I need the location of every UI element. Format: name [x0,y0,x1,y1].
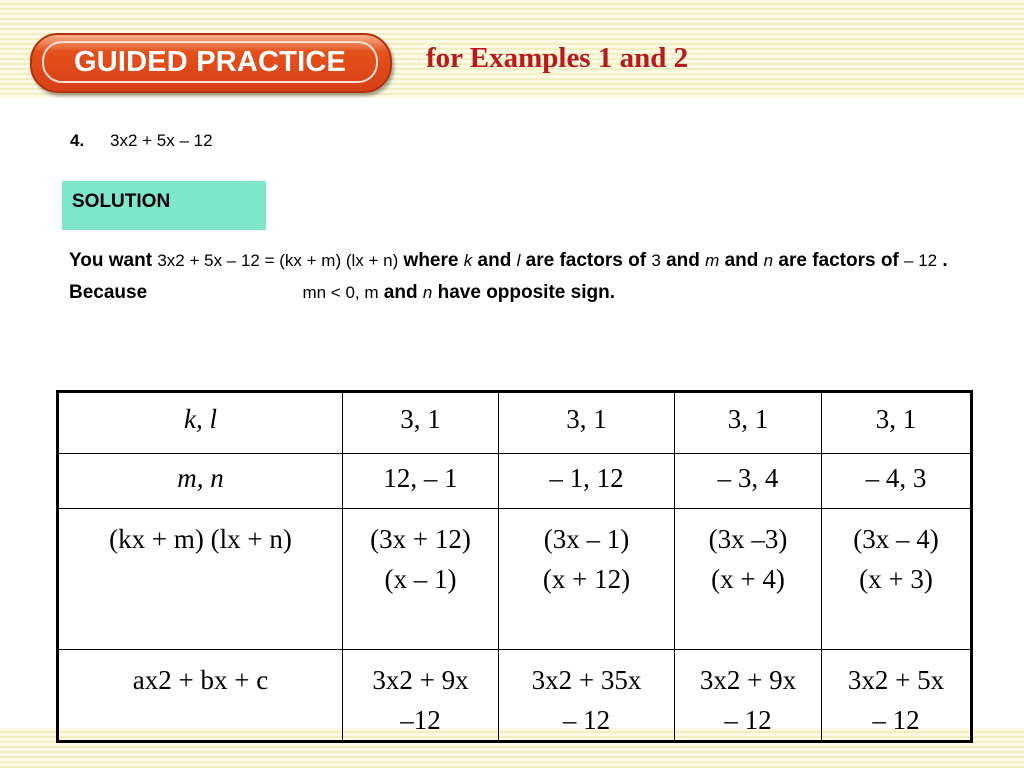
table-cell: 3, 1 [499,392,675,454]
para-condition: mn < 0, m [302,283,379,302]
cell-text: m, n [177,463,224,493]
para-var-k: k [463,251,473,270]
cell-line: 3x2 + 35x [531,665,642,695]
cell-line: 3x2 + 9x [699,665,797,695]
table-cell [58,454,343,509]
table-row [58,650,972,742]
table-cell [499,650,675,742]
table-cell [58,650,343,742]
para-text-5: and [666,250,700,271]
para-text-1: You want [69,250,153,271]
para-text-4: are factors of [525,250,647,271]
table-cell: 3, 1 [343,392,499,454]
table-cell: – 4, 3 [822,454,972,509]
para-number-3: 3 [651,251,661,270]
cell-text: k, l [184,404,217,434]
para-text-9: and [383,282,418,303]
para-text-7: are factors of [778,250,899,271]
para-number-neg12: – 12 [904,251,938,270]
solution-paragraph [69,245,949,309]
para-var-n2: n [422,283,433,302]
problem-number: 4. [70,131,85,150]
para-math-equation: 3x2 + 5x – 12 = (kx + m) (lx + n) [157,251,399,270]
table-row [58,392,972,454]
cell-line: – 12 [562,705,611,735]
table-cell [58,392,343,454]
page-title: for Examples 1 and 2 [426,42,689,74]
cell-line: (3x – 1) [543,524,630,554]
table-cell [675,650,822,742]
cell-line: (x + 3) [859,564,933,594]
para-var-m: m [705,251,720,270]
cell-line: (3x –3) [708,524,788,554]
cell-line: (kx + m) (lx + n) [109,524,292,554]
solution-label: SOLUTION [72,191,171,212]
cell-line: (x + 4) [711,564,785,594]
table-cell: 3, 1 [675,392,822,454]
para-text-2: where [403,250,459,271]
table-row [58,454,972,509]
table-cell [822,509,972,650]
table-cell [675,509,822,650]
para-text-6: and [724,250,759,271]
badge-label: GUIDED PRACTICE [73,45,347,78]
table-cell: – 3, 4 [675,454,822,509]
problem-expression: 3x2 + 5x – 12 [110,131,213,150]
table-cell: 12, – 1 [343,454,499,509]
para-text-10: have opposite sign. [437,282,615,303]
cell-line: 3x2 + 9x [372,665,469,695]
cell-line: –12 [400,705,441,735]
table-cell [343,509,499,650]
factor-table [56,390,973,743]
badge-inner-border [42,41,378,83]
solution-box [62,181,266,230]
para-var-n: n [763,251,774,270]
cell-line: ax2 + bx + c [132,665,269,695]
cell-line: (x + 12) [542,564,631,594]
table-cell [499,509,675,650]
cell-line: (3x + 12) [370,524,471,554]
para-text-8: . Because [69,250,948,303]
para-text-3: and [477,250,512,271]
table-row [58,509,972,650]
cell-line: – 12 [872,705,920,735]
table-cell [58,509,343,650]
cell-line: 3x2 + 5x [847,665,945,695]
table-cell: – 1, 12 [499,454,675,509]
cell-line: (3x – 4) [853,524,939,554]
para-var-l: l [516,251,521,270]
table-cell: 3, 1 [822,392,972,454]
problem-statement [70,131,213,151]
cell-line: (x – 1) [384,564,457,594]
table-cell [343,650,499,742]
guided-practice-badge [30,33,392,93]
cell-line: – 12 [724,705,772,735]
table-cell [822,650,972,742]
